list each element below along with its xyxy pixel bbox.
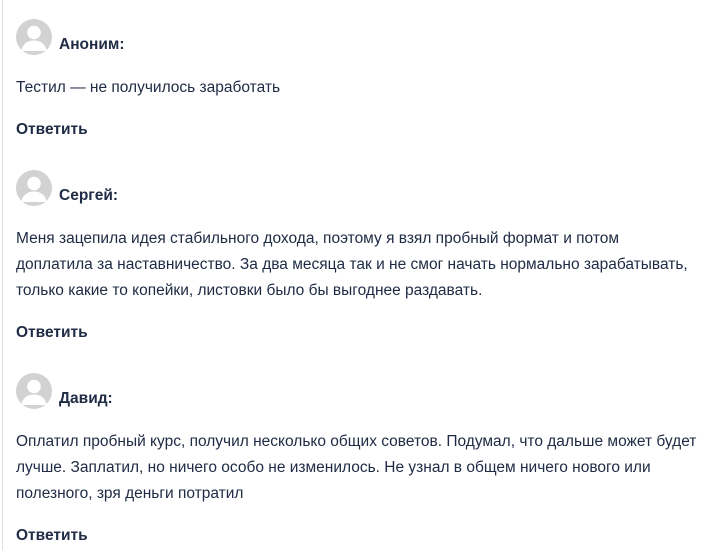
comment-header <box>16 373 700 409</box>
comment-text: Тестил — не получилось заработать <box>16 79 281 96</box>
comment-header <box>16 170 700 206</box>
comments-list <box>2 0 718 550</box>
reply-button[interactable]: Ответить <box>16 527 88 544</box>
comment-text: Меня зацепила идея стабильного дохода, поэтому я взял пробный формат и потом доплатила за наставничество. За два месяца так и не смог начать нормально зарабатывать, только какие то копейки, листовки было бы выгоднее раздавать. <box>16 230 688 299</box>
author-name: Сергей: <box>59 187 119 204</box>
user-avatar-icon <box>16 373 52 409</box>
comment-text: Оплатил пробный курс, получил несколько общих советов. Подумал, что дальше может будет лучше. Заплатил, но ничего особо не изменилось. Не узнал в общем ничего нового или полезного, зря деньги потратил <box>16 433 697 502</box>
comment <box>16 19 700 143</box>
author-name: Аноним: <box>59 36 125 53</box>
user-avatar-icon <box>16 170 52 206</box>
reply-button[interactable]: Ответить <box>16 324 88 341</box>
comment <box>16 373 700 549</box>
reply-button[interactable]: Ответить <box>16 121 88 138</box>
author-name: Давид: <box>59 390 113 407</box>
comment-header <box>16 19 700 55</box>
comment <box>16 170 700 346</box>
user-avatar-icon <box>16 19 52 55</box>
